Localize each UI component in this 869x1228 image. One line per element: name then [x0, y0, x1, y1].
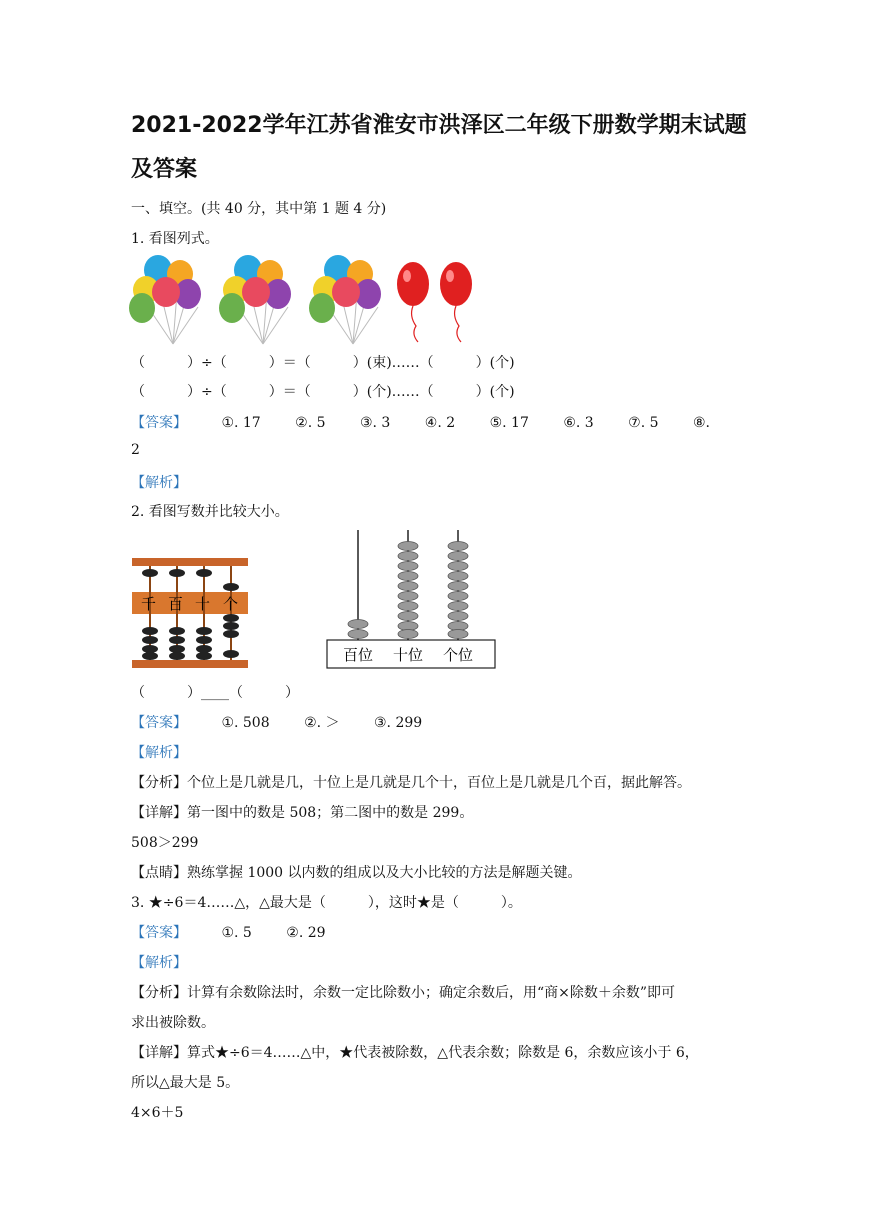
- place-label: 个位: [443, 646, 474, 664]
- q1-formula-row-2: （ ）÷（ ）＝（ ）(个)……（ ）(个): [131, 384, 515, 400]
- question-3: 3. ★÷6＝4……△，△最大是（ ），这时★是（ ）。: [131, 895, 522, 911]
- abacus-label: 十: [195, 595, 211, 613]
- answer-item: ⑥. 3: [563, 415, 594, 431]
- q2-answer: [131, 712, 422, 732]
- section-heading: 一、填空。(共 40 分，其中第 1 题 4 分): [131, 201, 387, 217]
- place-label: 百位: [343, 646, 374, 664]
- q2-detail: 【详解】第一图中的数是 508；第二图中的数是 299。: [131, 805, 474, 821]
- counter-abacus-image: [326, 528, 498, 671]
- q1-answer: [131, 412, 710, 432]
- q2-analysis: 【分析】个位上是几就是几，十位上是几就是几个十，百位上是几就是几个百，据此解答。: [131, 775, 691, 791]
- answer-item: ③. 299: [374, 715, 423, 731]
- q3-analysis-tag: 【解析】: [131, 955, 187, 971]
- abacus-image: [130, 556, 250, 671]
- answer-tag: 【答案】: [131, 925, 187, 941]
- question-1: 1. 看图列式。: [131, 231, 219, 247]
- q3-answer: [131, 922, 326, 942]
- answer-item: ①. 17: [221, 415, 261, 431]
- answer-item: ②. 29: [286, 925, 326, 941]
- question-2: 2. 看图写数并比较大小。: [131, 504, 289, 520]
- answer-item: ⑦. 5: [628, 415, 659, 431]
- place-label: 十位: [393, 646, 424, 664]
- answer-item: ⑤. 17: [489, 415, 529, 431]
- answer-item: ②. 5: [295, 415, 326, 431]
- abacus-label: 百: [168, 595, 184, 613]
- answer-item: ②. ＞: [304, 715, 340, 731]
- q2-tip: 【点睛】熟练掌握 1000 以内数的组成以及大小比较的方法是解题关键。: [131, 865, 582, 881]
- answer-item: ①. 5: [221, 925, 252, 941]
- q2-analysis-tag: 【解析】: [131, 745, 187, 761]
- answer-tag: 【答案】: [131, 715, 187, 731]
- q3-analysis: 【分析】计算有余数除法时，余数一定比除数小；确定余数后，用“商×除数＋余数”即可: [131, 985, 676, 1001]
- q2-blank-row: （ ）____（ ）: [131, 685, 299, 701]
- answer-item: ③. 3: [359, 415, 391, 431]
- answer-item: ⑧.: [692, 415, 710, 431]
- q3-detail: 【详解】算式★÷6＝4……△中，★代表被除数，△代表余数；除数是 6，余数应该小于 6，: [131, 1045, 699, 1061]
- q2-compare: 508＞299: [131, 835, 199, 851]
- q1-formula-row-1: （ ）÷（ ）＝（ ）(束)……（ ）(个): [131, 355, 515, 371]
- q3-detail-cont: 所以△最大是 5。: [131, 1075, 240, 1091]
- answer-item: ①. 508: [221, 715, 270, 731]
- abacus-label: 千: [141, 595, 157, 613]
- page-title: 2021-2022学年江苏省淮安市洪泽区二年级下册数学期末试题及答案: [131, 113, 747, 182]
- q3-formula: 4×6＋5: [131, 1105, 184, 1121]
- answer-tag: 【答案】: [131, 415, 187, 431]
- balloons-image: [128, 252, 488, 346]
- q1-analysis-tag: 【解析】: [131, 475, 187, 491]
- q3-analysis-cont: 求出被除数。: [131, 1015, 215, 1031]
- abacus-label: 个: [223, 595, 239, 613]
- q1-answer-cont: 2: [131, 442, 140, 458]
- answer-item: ④. 2: [424, 415, 456, 431]
